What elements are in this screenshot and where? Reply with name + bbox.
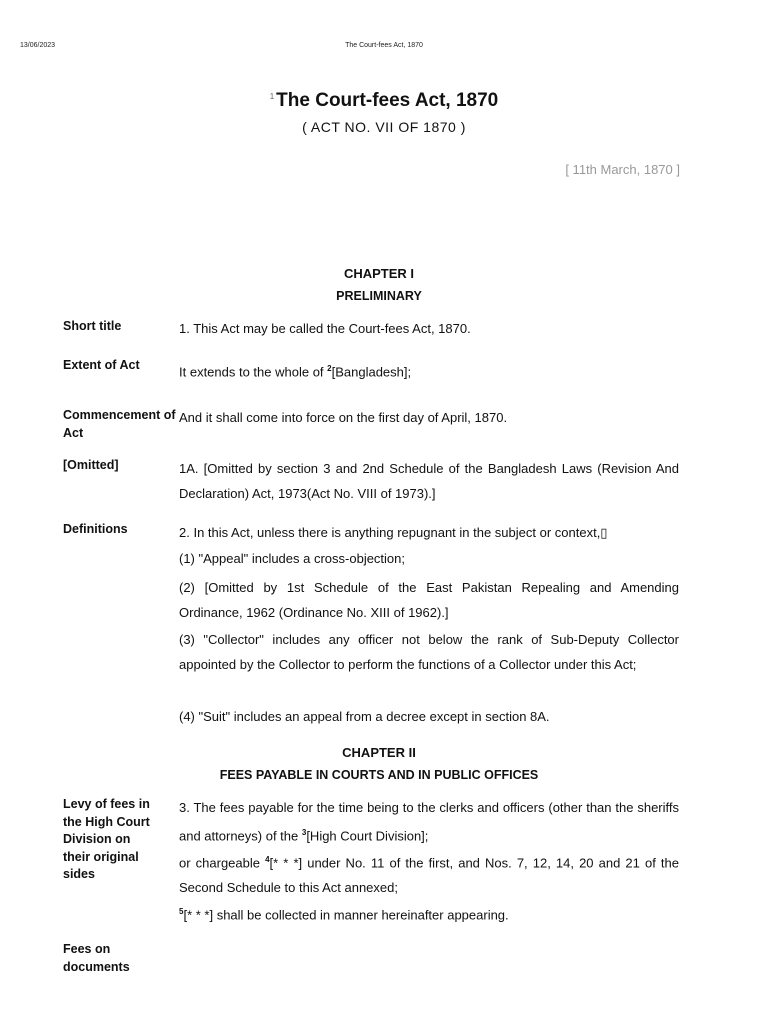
page-header-date: 13/06/2023 <box>20 42 56 49</box>
marginal-note-omitted: [Omitted] <box>63 458 119 472</box>
marginal-note-extent: Extent of Act <box>63 358 140 372</box>
document-title-text: The Court-fees Act, 1870 <box>276 90 499 111</box>
marginal-note-levy-of-fees: Levy of fees in the High Court Division on their original sides <box>63 797 150 881</box>
section-3-part-2 <box>179 848 679 900</box>
section-1-commencement: And it shall come into force on the first day of April, 1870. <box>179 410 508 425</box>
section-2-clause-2: (2) [Omitted by 1st Schedule of the East Pakistan Repealing and Amending Ordinance, 1962 (Ordinance No. XIII of 1962).] <box>179 580 679 620</box>
marginal-note-short-title: Short title <box>63 319 122 333</box>
section-1a: 1A. [Omitted by section 3 and 2nd Schedule of the Bangladesh Laws (Revision And Declaration) Act, 1973(Act No. VIII of 1973).] <box>179 461 679 501</box>
footnote-marker-4[interactable]: 4 <box>265 855 270 864</box>
enactment-date: [ 11th March, 1870 ] <box>565 162 680 177</box>
section-3-text: 3. The fees payable for the time being to the clerks and officers (other than the sheriffs and attorneys) of the <box>179 800 679 843</box>
marginal-note-fees-on-documents: Fees on documents <box>63 942 130 974</box>
act-number: ( ACT NO. VII OF 1870 ) <box>302 119 466 135</box>
document-title <box>0 90 768 112</box>
section-3-part-1 <box>179 796 679 848</box>
title-footnote-marker[interactable]: 1 <box>269 91 275 101</box>
chapter-1-heading: CHAPTER I <box>343 266 415 281</box>
section-2: 2. In this Act, unless there is anything repugnant in the subject or context,▯ <box>179 525 608 540</box>
footnote-marker-5[interactable]: 5 <box>179 907 184 916</box>
extent-text-end: [Bangladesh]; <box>331 364 412 380</box>
section-3-part-3-text: [* * *] shall be collected in manner hereinafter appearing. <box>183 907 509 923</box>
section-1: 1. This Act may be called the Court-fees Act, 1870. <box>179 321 471 336</box>
section-2-clause-3: (3) "Collector" includes any officer not below the rank of Sub-Deputy Collector appointed by the Collector to perform the functions of a Collector under this Act; <box>179 632 679 672</box>
footnote-marker-3[interactable]: 3 <box>301 827 307 837</box>
section-3-part-2-text-end: [* * *] under No. 11 of the first, and Nos. 7, 12, 14, 20 and 21 of the Second Schedule to this Act annexed; <box>179 855 679 895</box>
section-2-clause-1: (1) "Appeal" includes a cross-objection; <box>179 551 406 566</box>
chapter-1-subheading: PRELIMINARY <box>336 289 422 303</box>
section-3-text-end: [High Court Division]; <box>306 827 429 843</box>
section-2-clause-4: (4) "Suit" includes an appeal from a decree except in section 8A. <box>179 709 550 724</box>
chapter-2-heading: CHAPTER II <box>342 745 416 760</box>
section-1-extent <box>179 357 679 385</box>
marginal-note-commencement: Commencement of Act <box>63 408 176 440</box>
chapter-2-subheading: FEES PAYABLE IN COURTS AND IN PUBLIC OFFICES <box>219 768 539 782</box>
section-3-part-2-text: or chargeable <box>179 855 266 871</box>
footnote-marker-2[interactable]: 2 <box>327 364 332 373</box>
marginal-note-definitions: Definitions <box>63 522 128 536</box>
section-3-part-3 <box>179 900 679 928</box>
page-header-title: The Court-fees Act, 1870 <box>345 42 423 49</box>
extent-text: It extends to the whole of <box>179 364 328 380</box>
